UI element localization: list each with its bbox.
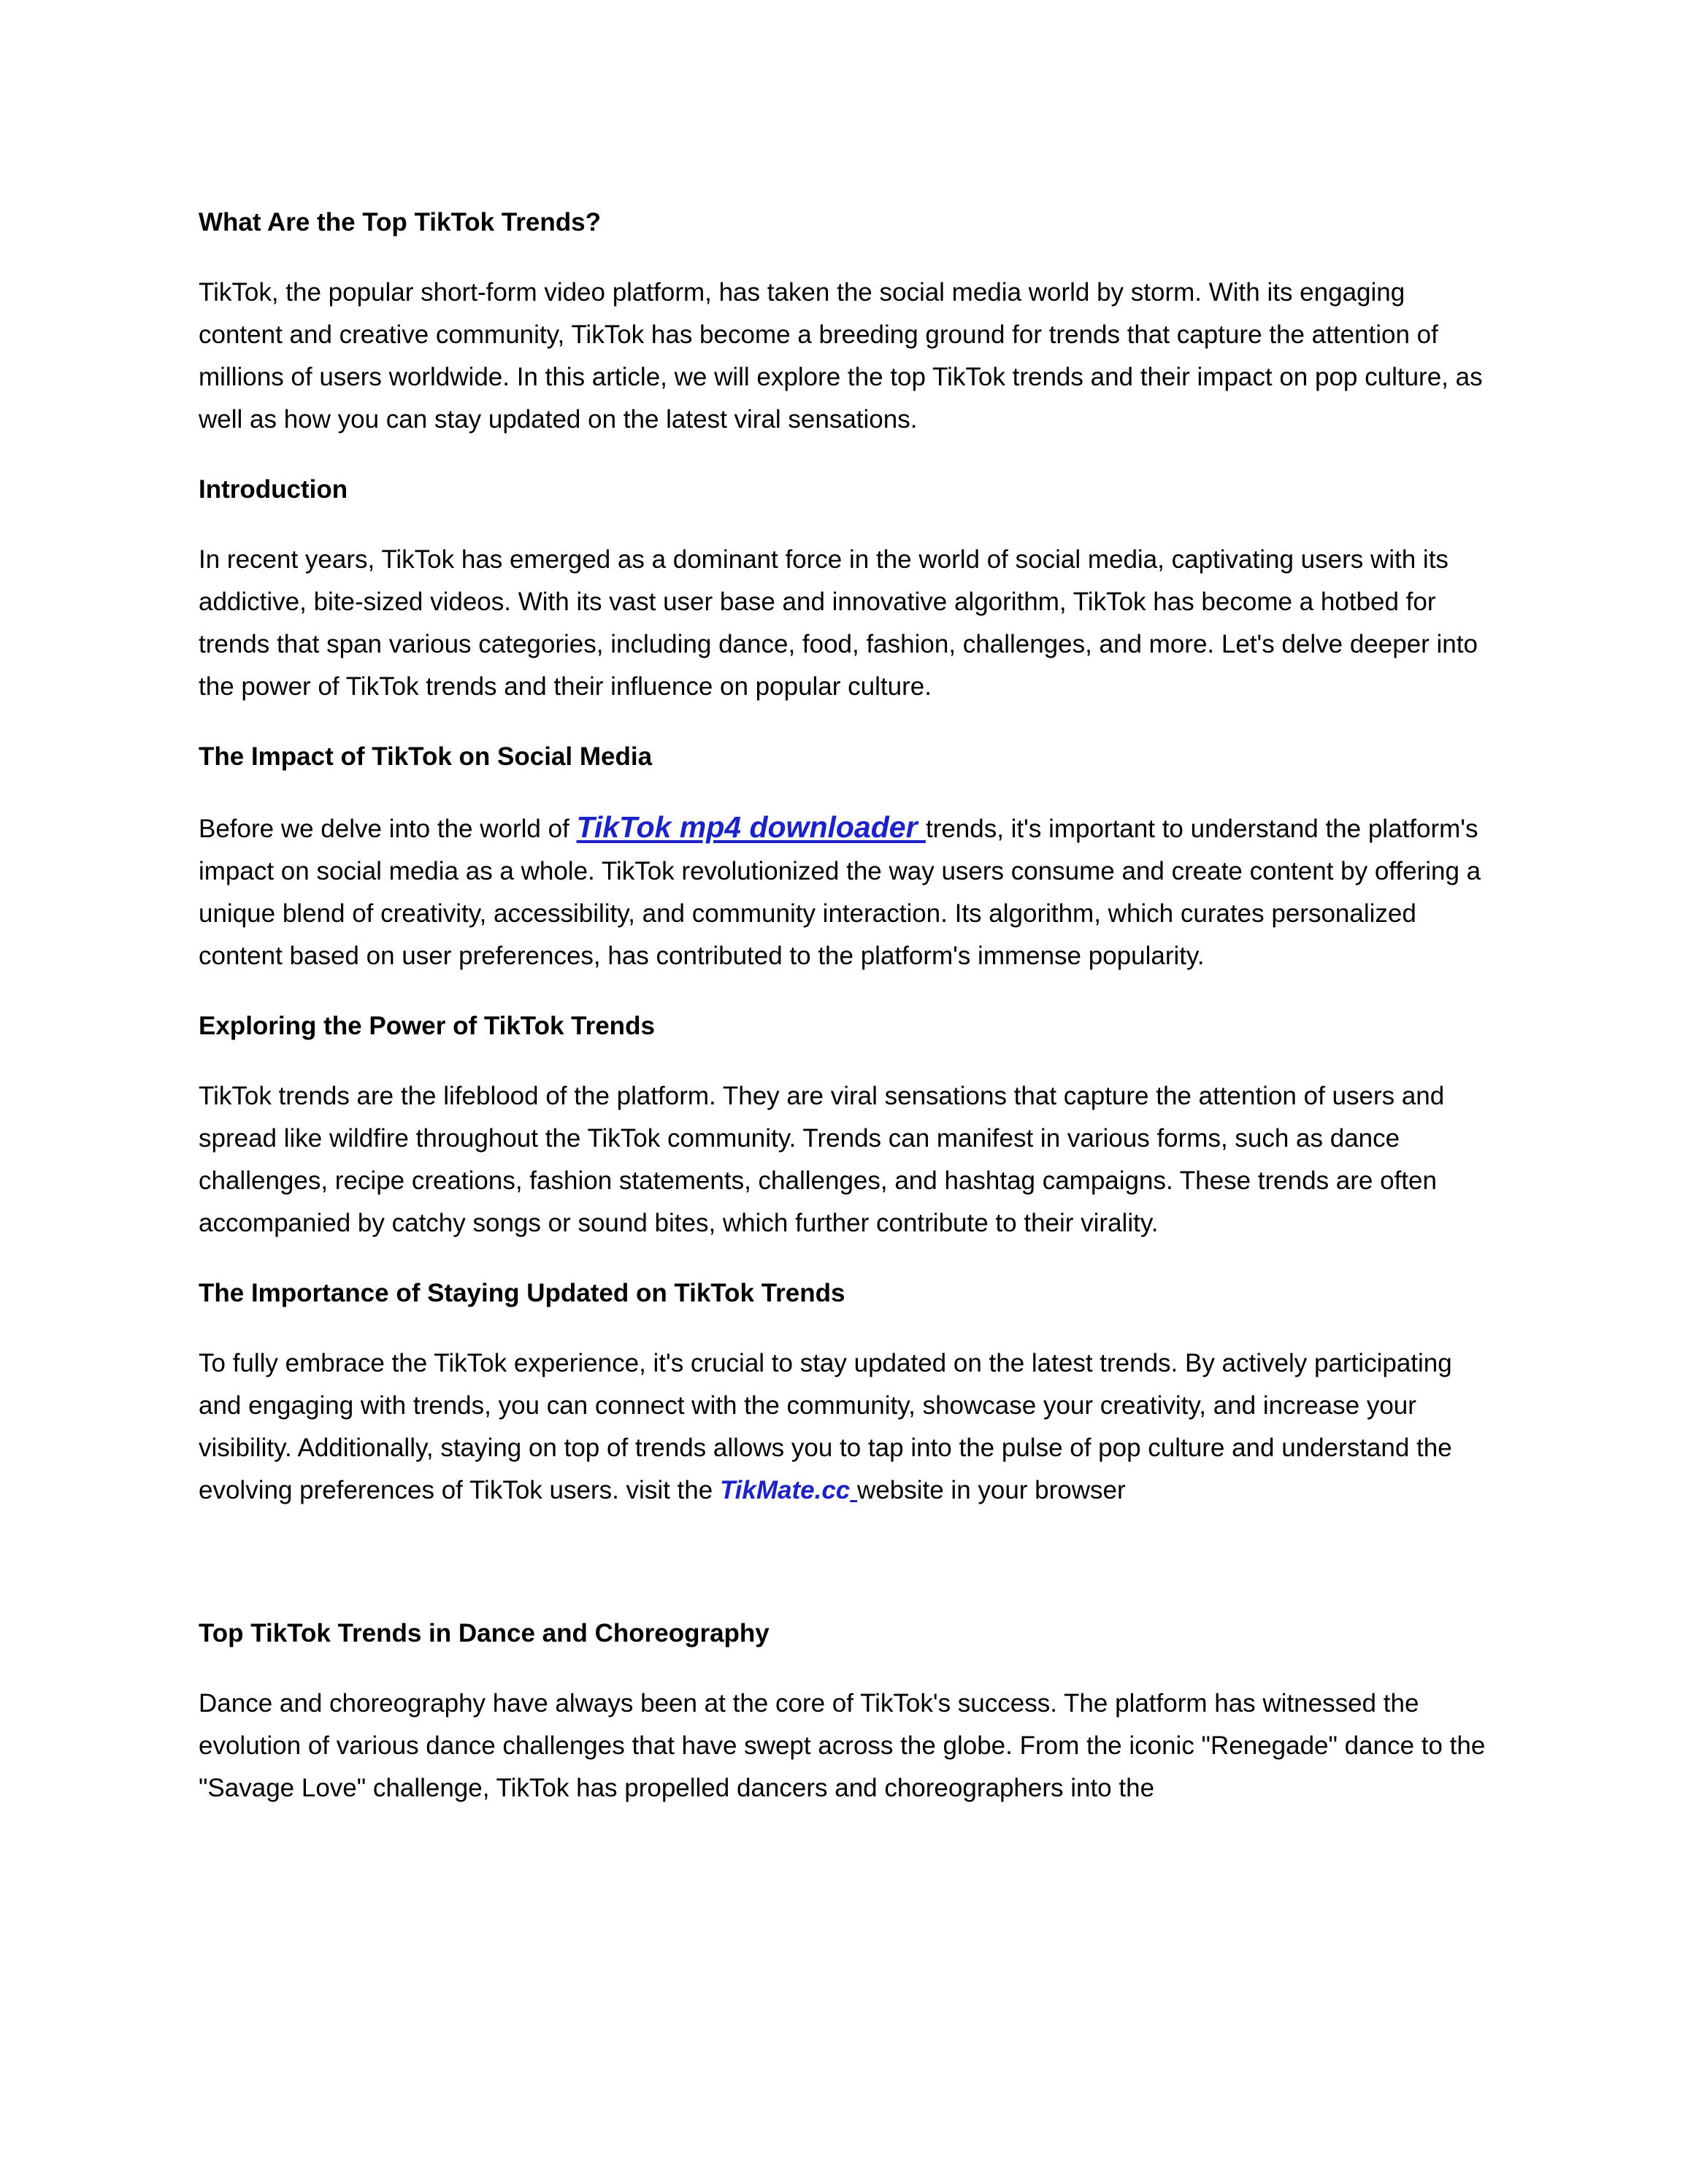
- section-paragraph-staying-updated: [199, 1342, 1495, 1512]
- intro-paragraph: TikTok, the popular short-form video platform, has taken the social media world by storm. With its engaging content and creative community, TikTok has become a breeding ground for trends that capture the attention of millions of users worldwide. In this article, we will explore the top TikTok trends and their impact on pop culture, as well as how you can stay updated on the latest viral sensations.: [199, 278, 1483, 434]
- staying-updated-text-after-link: website in your browser: [857, 1476, 1126, 1504]
- section-paragraph-power: TikTok trends are the lifeblood of the platform. They are viral sensations that capture the attention of users and spread like wildfire throughout the TikTok community. Trends can manifest in various forms, such as dance challenges, recipe creations, fashion statements, challenges, and hashtag campaigns. These trends are often accompanied by catchy songs or sound bites, which further contribute to their virality.: [199, 1082, 1445, 1237]
- tikmate-link-label: TikMate.cc: [719, 1476, 851, 1504]
- section-heading-introduction: Introduction: [199, 475, 348, 504]
- section-heading-impact: The Impact of TikTok on Social Media: [199, 742, 653, 771]
- impact-text-before-link: Before we delve into the world of: [199, 815, 577, 843]
- section-paragraph-impact: [199, 806, 1495, 977]
- tiktok-mp4-downloader-link[interactable]: TikTok mp4 downloader: [576, 810, 926, 844]
- document-title: What Are the Top TikTok Trends?: [199, 208, 601, 237]
- document-content: [199, 201, 1495, 1810]
- section-heading-power: Exploring the Power of TikTok Trends: [199, 1012, 655, 1040]
- impact-text-after-link: trends, it's important to understand the platform's impact on social media as a whole. TikTok revolutionized the way users consume and create content by offering a unique blend of creativity, accessibility, and community interaction. Its algorithm, which curates personalized content based on user preferences, has contributed to the platform's immense popularity.: [199, 815, 1481, 970]
- section-paragraph-introduction: In recent years, TikTok has emerged as a dominant force in the world of social media, captivating users with its addictive, bite-sized videos. With its vast user base and innovative algorithm, TikTok has become a hotbed for trends that span various categories, including dance, food, fashion, challenges, and more. Let's delve deeper into the power of TikTok trends and their influence on popular culture.: [199, 545, 1478, 701]
- section-paragraph-dance: Dance and choreography have always been at the core of TikTok's success. The platform has witnessed the evolution of various dance challenges that have swept across the globe. From the iconic "Renegade" dance to the "Savage Love" challenge, TikTok has propelled dancers and choreographers into the: [199, 1689, 1486, 1802]
- tikmate-link-trailing: [850, 1476, 857, 1504]
- section-heading-dance: Top TikTok Trends in Dance and Choreography: [199, 1619, 770, 1647]
- tikmate-link[interactable]: [720, 1476, 857, 1504]
- section-heading-staying-updated: The Importance of Staying Updated on TikTok Trends: [199, 1279, 845, 1307]
- staying-updated-text-before-link: To fully embrace the TikTok experience, it's crucial to stay updated on the latest trends. By actively participating and engaging with trends, you can connect with the community, showcase your creativity, and increase your visibility. Additionally, staying on top of trends allows you to tap into the pulse of pop culture and understand the evolving preferences of TikTok users. visit the: [199, 1349, 1452, 1504]
